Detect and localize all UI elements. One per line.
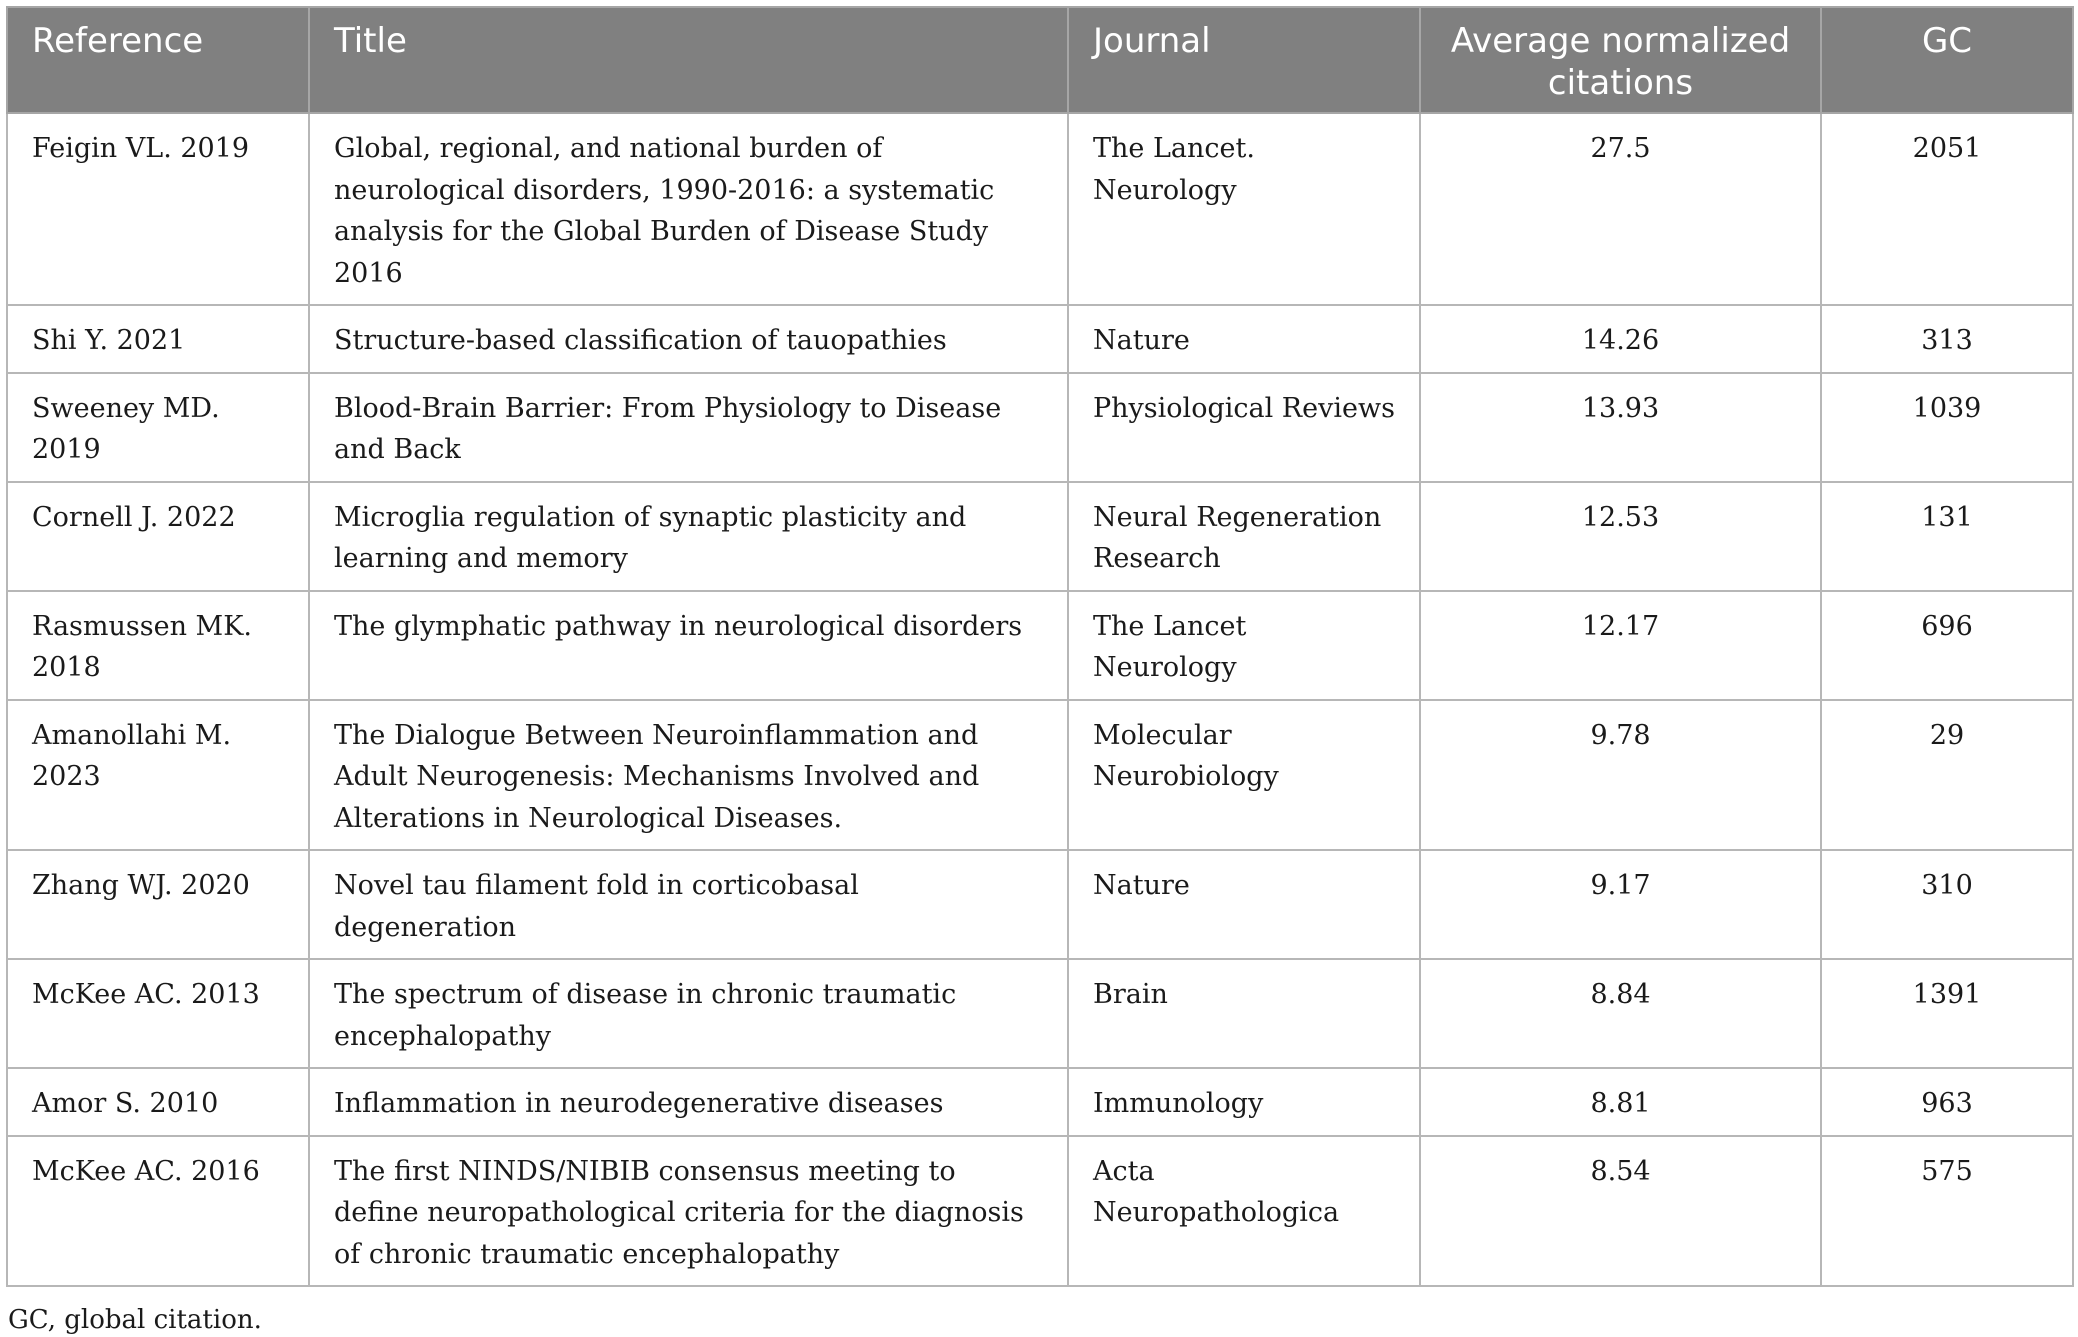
cell-journal: Nature [1068,850,1420,959]
table-row [7,373,2073,482]
cell-gc: 2051 [1821,113,2073,305]
table-row [7,850,2073,959]
cell-reference: Amor S. 2010 [7,1068,309,1136]
header-average-normalized-citations [1420,7,1821,113]
cell-reference: McKee AC. 2016 [7,1136,309,1287]
cell-journal: Brain [1068,959,1420,1068]
cell-average-normalized-citations: 8.81 [1420,1068,1821,1136]
cell-title: The glymphatic pathway in neurological disorders [309,591,1068,700]
cell-reference: Shi Y. 2021 [7,305,309,373]
cell-average-normalized-citations: 8.84 [1420,959,1821,1068]
table-row [7,591,2073,700]
cell-gc: 1039 [1821,373,2073,482]
cell-title: The Dialogue Between Neuroinflammation and Adult Neurogenesis: Mechanisms Involved and Alterations in Neurological Diseases. [309,700,1068,851]
cell-title: Blood-Brain Barrier: From Physiology to Disease and Back [309,373,1068,482]
cell-average-normalized-citations: 12.17 [1420,591,1821,700]
cell-reference: Cornell J. 2022 [7,482,309,591]
cell-average-normalized-citations: 9.78 [1420,700,1821,851]
cell-reference: Sweeney MD. 2019 [7,373,309,482]
cell-reference: Feigin VL. 2019 [7,113,309,305]
cell-gc: 131 [1821,482,2073,591]
cell-gc: 575 [1821,1136,2073,1287]
cell-average-normalized-citations: 13.93 [1420,373,1821,482]
cell-gc: 310 [1821,850,2073,959]
cell-gc: 696 [1821,591,2073,700]
cell-journal: Physiological Reviews [1068,373,1420,482]
header-journal: Journal [1068,7,1420,113]
cell-journal: The Lancet Neurology [1068,591,1420,700]
table-row [7,959,2073,1068]
cell-title: Novel tau filament fold in corticobasal degeneration [309,850,1068,959]
citations-table [6,6,2074,1287]
header-row [7,7,2073,113]
header-avg-line2: citations [1547,63,1694,103]
table-header [7,7,2073,113]
cell-gc: 963 [1821,1068,2073,1136]
cell-journal: The Lancet. Neurology [1068,113,1420,305]
table-row [7,1068,2073,1136]
cell-average-normalized-citations: 8.54 [1420,1136,1821,1287]
cell-title: The first NINDS/NIBIB consensus meeting to define neuropathological criteria for the diagnosis of chronic traumatic encephalopathy [309,1136,1068,1287]
cell-reference: McKee AC. 2013 [7,959,309,1068]
header-gc: GC [1821,7,2073,113]
cell-average-normalized-citations: 12.53 [1420,482,1821,591]
cell-title: The spectrum of disease in chronic traumatic encephalopathy [309,959,1068,1068]
table-row [7,113,2073,305]
cell-average-normalized-citations: 27.5 [1420,113,1821,305]
cell-title: Microglia regulation of synaptic plasticity and learning and memory [309,482,1068,591]
table-row [7,700,2073,851]
document-page [6,6,2072,1337]
table-row [7,482,2073,591]
cell-title: Structure-based classification of tauopathies [309,305,1068,373]
cell-average-normalized-citations: 9.17 [1420,850,1821,959]
header-avg-line1: Average normalized [1450,21,1791,61]
cell-journal: Neural Regeneration Research [1068,482,1420,591]
table-body [7,113,2073,1286]
table-row [7,305,2073,373]
cell-reference: Rasmussen MK. 2018 [7,591,309,700]
cell-title: Global, regional, and national burden of neurological disorders, 1990-2016: a systematic analysis for the Global Burden of Disease Study 2016 [309,113,1068,305]
cell-gc: 29 [1821,700,2073,851]
cell-journal: Nature [1068,305,1420,373]
cell-average-normalized-citations: 14.26 [1420,305,1821,373]
header-title: Title [309,7,1068,113]
cell-journal: Molecular Neurobiology [1068,700,1420,851]
cell-journal: Immunology [1068,1068,1420,1136]
cell-gc: 1391 [1821,959,2073,1068]
cell-reference: Zhang WJ. 2020 [7,850,309,959]
table-row [7,1136,2073,1287]
header-reference: Reference [7,7,309,113]
cell-journal: Acta Neuropathologica [1068,1136,1420,1287]
table-footnote: GC, global citation. [8,1305,262,1335]
cell-title: Inflammation in neurodegenerative diseases [309,1068,1068,1136]
cell-gc: 313 [1821,305,2073,373]
cell-reference: Amanollahi M. 2023 [7,700,309,851]
